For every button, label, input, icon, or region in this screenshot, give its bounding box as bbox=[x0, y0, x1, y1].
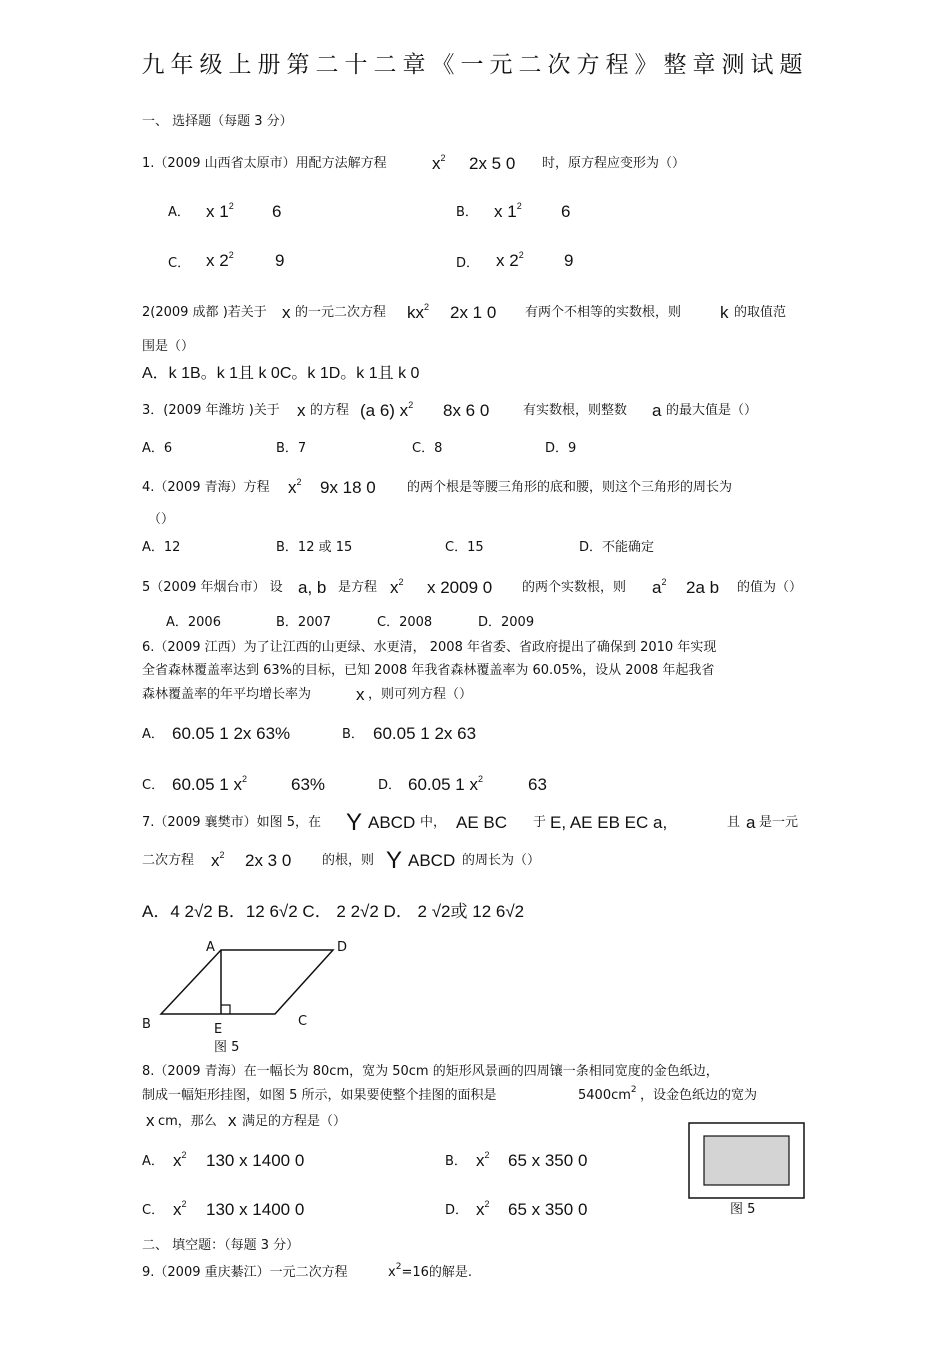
q7-abcd: ABCD bbox=[368, 813, 416, 832]
q8-line1: 8.（2009 青海）在一幅长为 80cm，宽为 50cm 的矩形风景画的四周镶一条相同宽度的金色纸边， bbox=[142, 1064, 719, 1079]
q2-options: A．k 1B。k 1且 k 0C。k 1D。k 1且 k 0 bbox=[142, 365, 420, 382]
q3-var: x bbox=[297, 401, 306, 420]
inner-picture bbox=[704, 1136, 789, 1185]
vertex-label-a: A bbox=[206, 940, 215, 955]
q7-tail4: 的周长为（） bbox=[462, 853, 541, 868]
q6-var: x bbox=[356, 685, 365, 704]
q7-equation2: E, AE EB EC a, bbox=[550, 813, 668, 832]
q1-stem: 1.（2009 山西省太原市）用配方法解方程 bbox=[142, 156, 387, 171]
q3-option-b: B．7 bbox=[276, 441, 307, 456]
page-title: 九年级上册第二十二章《一元二次方程》整章测试题 bbox=[141, 52, 809, 78]
framed-picture-figure bbox=[688, 1122, 806, 1200]
q4-option-b: B．12 或 15 bbox=[276, 540, 353, 555]
q7-a: a bbox=[746, 813, 756, 832]
q3-tail: 有实数根，则整数 bbox=[523, 403, 628, 418]
q2-equation-rest: 2x 1 0 bbox=[450, 303, 497, 322]
q8-option-b-label: B． bbox=[445, 1154, 467, 1169]
q5-option-a: A．2006 bbox=[166, 615, 221, 630]
q7-line2: 二次方程 bbox=[142, 853, 195, 868]
q6-option-a-label: A． bbox=[142, 727, 164, 742]
q9-equation: $x^2=16$的解是. bbox=[388, 1262, 473, 1280]
q1-equation-rest: 2x 5 0 bbox=[469, 154, 516, 173]
q8-option-b: $x^2$ bbox=[476, 1150, 490, 1170]
parallelogram-abcd bbox=[161, 950, 333, 1014]
q6-line3: 森林覆盖率的年平均增长率为 bbox=[142, 687, 312, 702]
q2-tail: 有两个不相等的实数根，则 bbox=[525, 305, 682, 320]
q2-k: k bbox=[720, 303, 729, 322]
q8-option-a-rest: 130 x 1400 0 bbox=[206, 1151, 305, 1170]
q6-option-d-label: D． bbox=[378, 778, 402, 793]
q3-mid: 的方程 bbox=[310, 403, 350, 418]
q5-expr-rest: 2a b bbox=[686, 578, 720, 597]
q5-equation: $x^2$ bbox=[390, 577, 404, 597]
q2-tail2: 的取值范 bbox=[734, 305, 787, 320]
q8-option-a: $x^2$ bbox=[173, 1150, 187, 1170]
q1-option-a-rhs: 6 bbox=[272, 202, 282, 221]
q8-option-c: $x^2$ bbox=[173, 1199, 187, 1219]
q8-option-c-label: C． bbox=[142, 1203, 165, 1218]
q3-tail2: 的最大值是（） bbox=[666, 403, 758, 418]
q5-ab: a, b bbox=[298, 578, 327, 597]
q3-option-a: A．6 bbox=[142, 441, 173, 456]
q6-line1: 6.（2009 江西）为了让江西的山更绿、水更清， 2008 年省委、省政府提出了确保到 2010 年实现 bbox=[142, 640, 717, 655]
q5-stem: 5（2009 年烟台市） 设 bbox=[142, 580, 283, 595]
q1-option-d: x $2^2$ bbox=[496, 250, 524, 270]
q8-option-d: $x^2$ bbox=[476, 1199, 490, 1219]
q7-tail2: 是一元 bbox=[759, 815, 799, 830]
q1-option-c: x $2^2$ bbox=[206, 250, 234, 270]
vertex-label-b: B bbox=[142, 1017, 151, 1032]
q3-stem: 3．(2009 年潍坊 )关于 bbox=[142, 403, 280, 418]
q3-equation: (a 6) $x^2$ bbox=[360, 400, 414, 420]
vertex-label-c: C bbox=[298, 1014, 308, 1029]
right-angle-mark bbox=[221, 1005, 230, 1014]
q8-line3b: 满足的方程是（） bbox=[242, 1114, 347, 1129]
q4-option-d: D．不能确定 bbox=[579, 540, 655, 555]
q7-tail: 且 bbox=[727, 815, 741, 830]
q1-option-b-rhs: 6 bbox=[561, 202, 571, 221]
q6-line2: 全省森林覆盖率达到 63%的目标，已知 2008 年我省森林覆盖率为 60.05%，设从 2008 年起我省 bbox=[142, 663, 715, 678]
q8-option-d-label: D． bbox=[445, 1203, 469, 1218]
q3-option-d: D．9 bbox=[545, 441, 577, 456]
vertex-label-d: D bbox=[337, 940, 348, 955]
q3-equation-rest: 8x 6 0 bbox=[443, 401, 490, 420]
q4-equation-rest: 9x 18 0 bbox=[320, 478, 376, 497]
q2-mid: 的一元二次方程 bbox=[295, 305, 387, 320]
q6-option-b: 60.05 1 2x 63 bbox=[373, 724, 477, 743]
q4-equation: $x^2$ bbox=[288, 477, 302, 497]
q5-equation-rest: x 2009 0 bbox=[427, 578, 493, 597]
q8-line2b: ，设金色纸边的宽为 bbox=[640, 1088, 758, 1103]
q6-line3b: ，则可列方程（） bbox=[368, 687, 473, 702]
q8-option-c-rest: 130 x 1400 0 bbox=[206, 1200, 305, 1219]
figure-caption-5b: 图 5 bbox=[730, 1202, 756, 1217]
q6-option-d: 60.05 1 $x^2$ bbox=[408, 774, 483, 794]
vertex-label-e: E bbox=[214, 1022, 223, 1037]
q4-option-a: A．12 bbox=[142, 540, 181, 555]
q1-option-d-rhs: 9 bbox=[564, 251, 574, 270]
q1-option-a: x $1^2$ bbox=[206, 201, 234, 221]
q1-option-c-label: C． bbox=[168, 256, 191, 271]
q8-cm: cm，那么 bbox=[158, 1114, 217, 1129]
q8-area: $5400cm^2$ bbox=[578, 1085, 637, 1103]
q6-option-a: 60.05 1 2x 63% bbox=[172, 724, 291, 743]
q7-mid2: 于 bbox=[533, 815, 547, 830]
q8-x: x bbox=[146, 1111, 155, 1130]
q7-equation3-rest: 2x 3 0 bbox=[245, 851, 292, 870]
q1-option-b: x $1^2$ bbox=[494, 201, 522, 221]
figure-caption-5a: 图 5 bbox=[214, 1040, 240, 1055]
q2-stem: 2(2009 成都 )若关于 bbox=[142, 305, 267, 320]
q8-line2: 制成一幅矩形挂图，如图 5 所示，如果要使整个挂图的面积是 bbox=[142, 1088, 497, 1103]
q2-line2: 围是（） bbox=[142, 339, 195, 354]
q7-equation: AE BC bbox=[456, 813, 508, 832]
q1-option-c-rhs: 9 bbox=[275, 251, 285, 270]
section-fill-heading: 二、 填空题：（每题 3 分） bbox=[142, 1238, 300, 1253]
q5-mid: 是方程 bbox=[338, 580, 378, 595]
q6-option-b-label: B． bbox=[342, 727, 364, 742]
q7-equation3: $x^2$ bbox=[211, 850, 225, 870]
q5-option-b: B．2007 bbox=[276, 615, 332, 630]
q2-var: x bbox=[282, 303, 291, 322]
q5-tail: 的两个实数根，则 bbox=[522, 580, 627, 595]
section-choice-heading: 一、 选择题（每题 3 分） bbox=[142, 114, 293, 129]
q1-tail: 时，原方程应变形为（） bbox=[542, 156, 686, 171]
parallelogram-figure bbox=[140, 935, 370, 1045]
q6-option-c: 60.05 1 $x^2$ bbox=[172, 774, 247, 794]
q6-option-c-label: C． bbox=[142, 778, 165, 793]
q4-line2: （） bbox=[148, 512, 175, 527]
q6-option-c-rhs: 63% bbox=[291, 775, 326, 794]
q1-option-a-label: A． bbox=[168, 205, 190, 220]
q4-option-c: C．15 bbox=[445, 540, 484, 555]
q7-parallelogram-symbol: Y bbox=[346, 809, 363, 836]
q7-abcd-2: ABCD bbox=[408, 851, 456, 870]
q8-option-b-rest: 65 x 350 0 bbox=[508, 1151, 588, 1170]
q4-tail: 的两个根是等腰三角形的底和腰，则这个三角形的周长为 bbox=[407, 480, 733, 495]
q8-option-d-rest: 65 x 350 0 bbox=[508, 1200, 588, 1219]
q8-option-a-label: A． bbox=[142, 1154, 164, 1169]
q3-a: a bbox=[652, 401, 662, 420]
q8-x2: x bbox=[228, 1111, 237, 1130]
q5-option-d: D．2009 bbox=[478, 615, 535, 630]
q1-equation: $x^2$ bbox=[432, 153, 446, 173]
q7-options: A．4 2√2 B．12 6√2 C． 2 2√2 D． 2 √2或 12 6√2 bbox=[142, 902, 525, 921]
q1-option-b-label: B． bbox=[456, 205, 478, 220]
q4-stem: 4.（2009 青海）方程 bbox=[142, 480, 270, 495]
q5-expr: $a^2$ bbox=[652, 577, 667, 597]
q3-option-c: C．8 bbox=[412, 441, 443, 456]
q7-mid: 中， bbox=[420, 815, 447, 830]
q9-stem: 9.（2009 重庆綦江）一元二次方程 bbox=[142, 1265, 348, 1280]
q6-option-d-rhs: 63 bbox=[528, 775, 547, 794]
q7-parallelogram-symbol-2: Y bbox=[386, 847, 403, 874]
q1-option-d-label: D． bbox=[456, 256, 480, 271]
q7-tail3: 的根，则 bbox=[322, 853, 375, 868]
q2-equation: $kx^2$ bbox=[407, 302, 430, 322]
q5-tail2: 的值为（） bbox=[737, 580, 803, 595]
q5-option-c: C．2008 bbox=[377, 615, 433, 630]
q7-stem: 7.（2009 襄樊市）如图 5，在 bbox=[142, 815, 322, 830]
